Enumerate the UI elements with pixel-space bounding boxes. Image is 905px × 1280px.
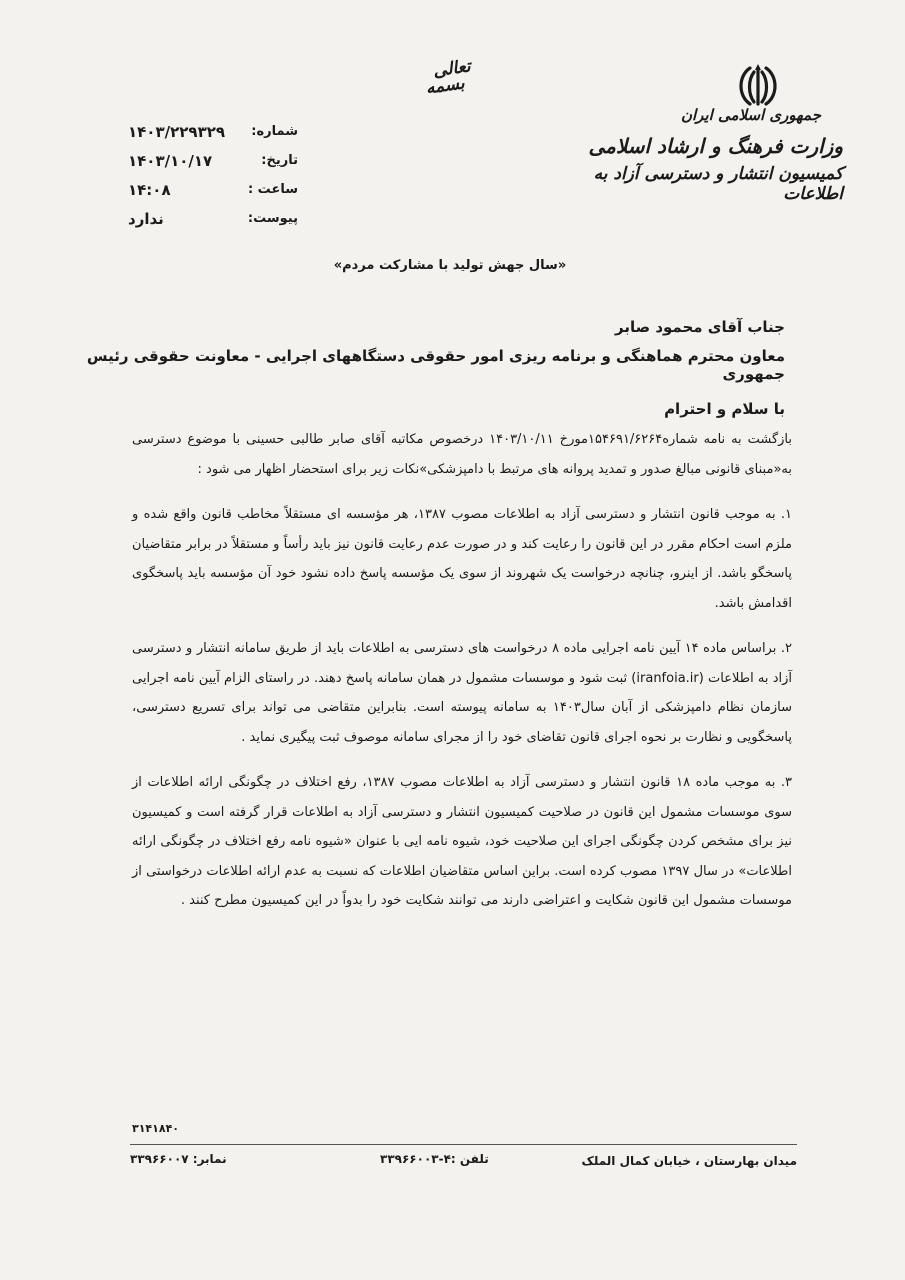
country-name: جمهوری اسلامی ایران — [680, 106, 821, 124]
body-intro: بازگشت به نامه شماره۱۵۴۶۹۱/۶۲۶۴مورخ ۱۴۰۳/۱۰/۱۱ درخصوص مکاتبه آقای صابر طالبی حسینی با موضوع دسترسی به«مبنای قانونی مبالغ صدور و تمدید پروانه های مرتبط با دامپزشکی»نکات زیر برای استحضار اظهار می شود : — [132, 432, 792, 477]
attachment-value: ندارد — [128, 209, 164, 228]
letter-body — [132, 425, 792, 916]
addressee-name: جناب آقای محمود صابر — [615, 318, 785, 336]
meta-number-row — [118, 117, 298, 146]
letter-meta — [118, 117, 298, 233]
number-label: شماره: — [251, 124, 298, 139]
meta-time-row — [118, 175, 298, 204]
time-label: ساعت : — [247, 182, 298, 197]
salutation: با سلام و احترام — [664, 400, 785, 418]
addressee-title: معاون محترم هماهنگی و برنامه ریزی امور حقوقی دستگاههای اجرایی - معاونت حقوقی رئیس جمهوری — [86, 347, 785, 383]
meta-attachment-row — [118, 204, 298, 233]
footer-fax: نمابر: ۳۳۹۶۶۰۰۷ — [130, 1152, 227, 1166]
footer-phone: تلفن :۴-۳۳۹۶۶۰۰۳ — [380, 1152, 489, 1166]
time-value: ۱۴:۰۸ — [128, 180, 171, 199]
invocation-line-1: تعالی — [431, 56, 472, 82]
year-slogan: «سال جهش تولید با مشارکت مردم» — [333, 258, 567, 273]
body-item-2: ۲. براساس ماده ۱۴ آیین نامه اجرایی ماده ۸ درخواست های دسترسی به اطلاعات باید از طریق سامانه انتشار و دسترسی آزاد به اطلاعات (iranfoia.ir) ثبت شود و موسسات مشمول در همان سامانه پاسخ دهند. در راستای الزام آیین نامه اجرایی سازمان نظام دامپزشکی از آبان سال۱۴۰۳ به سامانه پیوسته است. بنابراین متقاضی می تواند برای تسریع دسترسی، پاسخگویی و نظارت بر نحوه اجرای قانون تقاضای خود را از مجرای سامانه موصوف ثبت پیگیری نماید . — [132, 641, 792, 745]
commission-name: کمیسیون انتشار و دسترسی آزاد به اطلاعات — [593, 164, 843, 204]
footer-divider — [130, 1144, 797, 1145]
meta-date-row — [118, 146, 298, 175]
invocation-line-2: بسمه — [424, 73, 466, 99]
reference-code: ۳۱۴۱۸۴۰ — [132, 1122, 179, 1135]
ministry-name: وزارت فرهنگ و ارشاد اسلامی — [588, 134, 843, 158]
date-label: تاریخ: — [261, 153, 298, 168]
body-item-1: ۱. به موجب قانون انتشار و دسترسی آزاد به اطلاعات مصوب ۱۳۸۷، هر مؤسسه ای مستقلاً مخاطب قانون واقع شده و ملزم است احکام مقرر در این قانون را رعایت کند و در صورت عدم رعایت قانون نیز باید رأساً و مستقلاً در برابر متقاضیان پاسخگو باشد. از اینرو، چنانچه درخواست یک شهروند از سوی یک مؤسسه پاسخ داده نشود خود آن مؤسسه باید پاسخگوی اقدامش باشد. — [132, 507, 792, 611]
invocation — [397, 54, 493, 116]
number-value: ۱۴۰۳/۲۲۹۳۲۹ — [128, 122, 226, 141]
ministry-header — [543, 106, 843, 204]
attachment-label: پیوست: — [247, 211, 298, 226]
footer-address: میدان بهارستان ، خیابان کمال الملک — [581, 1154, 797, 1168]
date-value: ۱۴۰۳/۱۰/۱۷ — [128, 151, 213, 170]
body-item-3: ۳. به موجب ماده ۱۸ قانون انتشار و دسترسی آزاد به اطلاعات مصوب ۱۳۸۷، رفع اختلاف در چگونگی ارائه اطلاعات از سوی موسسات مشمول این قانون در صلاحیت کمیسیون انتشار و دسترسی آزاد به اطلاعات قرار گرفته است و کمیسیون نیز برای مشخص کردن چگونگی اجرای این صلاحیت خود، شیوه نامه ایی با عنوان «شیوه نامه رفع اختلاف در چگونگی ارائه اطلاعات» در سال ۱۳۹۷ مصوب کرده است. براین اساس متقاضیان اطلاعات که نسبت به عدم ارائه اطلاعات درخواستی از موسسات مشمول این قانون شکایت و اعتراضی دارند می توانند شکایت خود را بدواً در این کمیسیون مطرح کنند . — [132, 775, 792, 908]
iran-emblem-icon — [728, 62, 788, 110]
letter-footer — [130, 1150, 797, 1178]
